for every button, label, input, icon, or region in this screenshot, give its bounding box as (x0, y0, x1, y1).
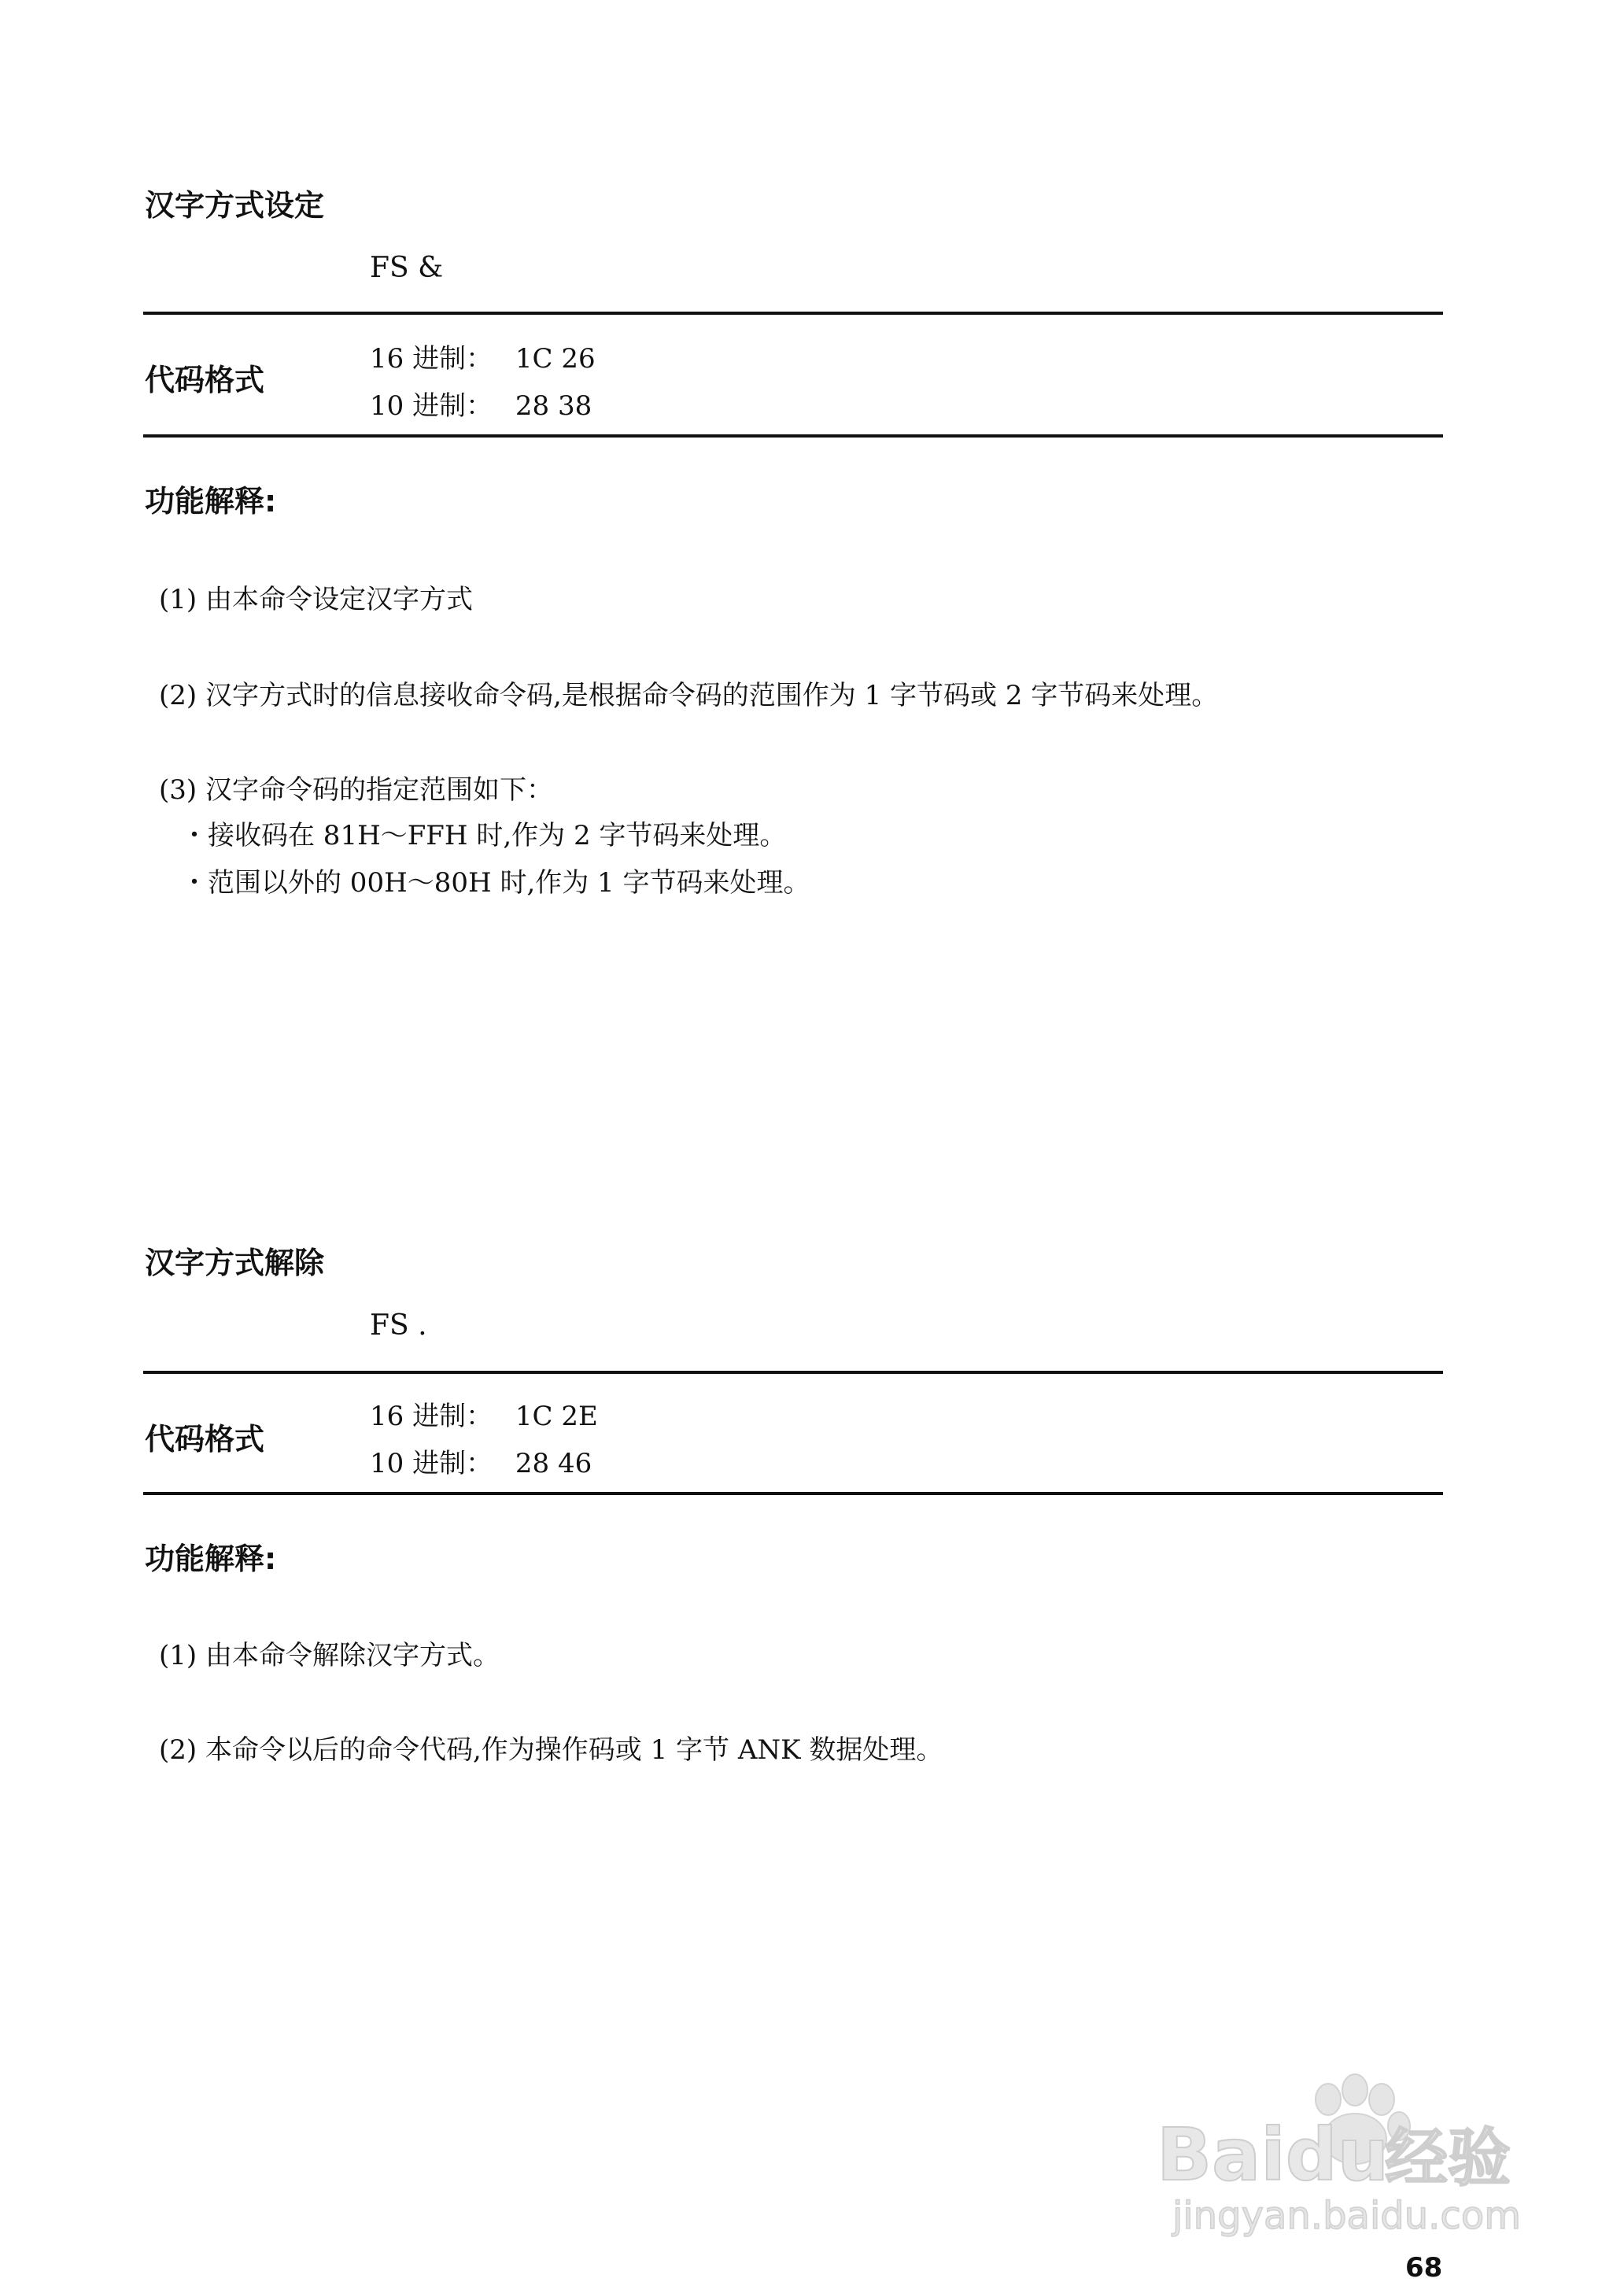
section-2-title: 汉字方式解除 (145, 1246, 325, 1280)
dec-values: 28 38 (515, 390, 592, 422)
section-2-item-1: (1) 由本命令解除汉字方式。 (159, 1640, 500, 1671)
section-1-bullet-2: ・范围以外的 00H～80H 时,作为 1 字节码来处理。 (181, 867, 810, 899)
watermark-url: jingyan.baidu.com (1172, 2194, 1521, 2238)
section-1-bottom-rule (143, 434, 1443, 438)
section-2-command: FS . (370, 1309, 427, 1342)
section-2-bottom-rule (143, 1492, 1443, 1495)
hex-values: 1C 26 (515, 343, 596, 375)
hex-label: 16 进制： (370, 1401, 493, 1432)
hex-label: 16 进制： (370, 343, 493, 375)
hex-values: 1C 2E (515, 1401, 598, 1432)
section-1-explain-label: 功能解释: (145, 484, 277, 519)
section-1-command: FS & (370, 252, 444, 284)
section-2-code-label: 代码格式 (145, 1422, 265, 1457)
section-1-code-label: 代码格式 (145, 363, 265, 397)
section-1-item-1: (1) 由本命令设定汉字方式 (159, 584, 473, 615)
dec-label: 10 进制： (370, 390, 493, 422)
section-1-dec-row (370, 384, 592, 423)
watermark-brand: Baidu (1157, 2113, 1390, 2197)
section-1-hex-row (370, 337, 596, 375)
section-2-dec-row (370, 1442, 592, 1480)
baidu-watermark (1149, 2062, 1558, 2243)
section-1-item-2: (2) 汉字方式时的信息接收命令码,是根据命令码的范围作为 1 字节码或 2 字节码来处理。 (159, 680, 1219, 711)
dec-values: 28 46 (515, 1448, 592, 1479)
dec-label: 10 进制： (370, 1448, 493, 1479)
section-1-item-3: (3) 汉字命令码的指定范围如下： (159, 774, 553, 806)
section-2-item-2: (2) 本命令以后的命令代码,作为操作码或 1 字节 ANK 数据处理。 (159, 1734, 943, 1766)
section-1-top-rule (143, 312, 1443, 315)
section-2-top-rule (143, 1371, 1443, 1374)
section-1-bullet-1: ・接收码在 81H～FFH 时,作为 2 字节码来处理。 (181, 820, 787, 851)
section-2-explain-label: 功能解释: (145, 1542, 277, 1576)
section-2-hex-row (370, 1394, 598, 1433)
page-number: 68 (1405, 2252, 1443, 2284)
watermark-product: 经验 (1385, 2121, 1511, 2195)
section-1-title: 汉字方式设定 (145, 188, 325, 223)
baidu-paw-icon (1149, 2062, 1558, 2243)
